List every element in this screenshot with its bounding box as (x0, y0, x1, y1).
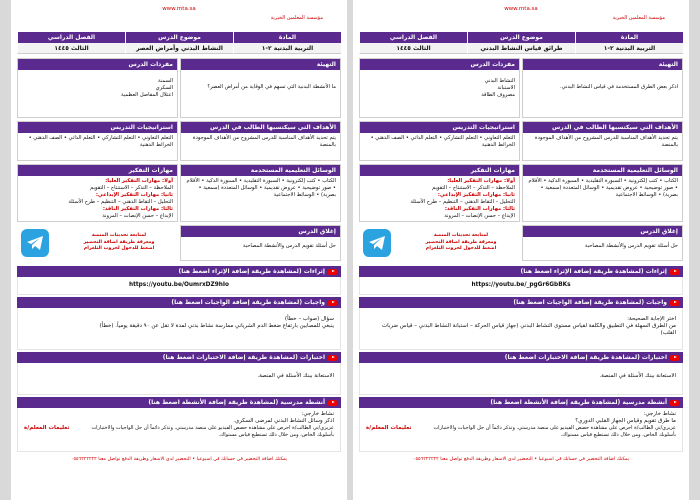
vocab-item: السكري (155, 85, 173, 91)
header-labels: المادة موضوع الدرس الفصل الدراسي (359, 32, 683, 43)
media-box: الوسائل التعليمية المستخدمة الكتاب • كتب إلكترونية • السبورة التقليدية • السبورة الذكية • الأقلام • صور توضيحية • عروض تقديمية • الوسائل المتعددة (سمعية • بصرية) • الوسائط الاجتماعية (180, 164, 341, 222)
enrichment-link[interactable]: https://youtu.be/OumrxDZ9hIo (17, 277, 341, 295)
goals-box: الأهداف التي سيكتسبها الطالب في الدرس يتم تحديد الأهداف المناسبة للدرس المشروح من الأهداف الموجودة بالمنصة (522, 121, 683, 161)
topic-value: النشاط البدني وأمراض العصر (125, 43, 233, 54)
bottom-note: يمكنك اضافة التحضير في حسابك في اسبوعيا • التحضير لدى الاسعار وطريقة الدفع تواصل معنا ٠٥٥٦٢٢٢٢٢٢ (412, 457, 630, 462)
telegram-icon[interactable] (21, 229, 49, 257)
header-values (17, 43, 341, 54)
topic-value: طرائق قياس النشاط البدني (467, 43, 575, 54)
school-activities-section: أنشطة مدرسية (لمشاهدة طريقة إضافة الأنشطة اضغط هنا) نشاط خارجي: ما طرق تقويم وقياس الجهاز القلبي الدوري؟ عزيزي/تي الطالب/ة احرص على مشاهدة حصص الفيديو على منصة مدرستي. وتذكر دائماً أن حل الواجبات والاختبارات بأسلوبك الخاص، ومن خلال ذلك تستطيع قياس مستواك. تعليمات المعلم/ة (359, 397, 683, 452)
intro-box: التهيئة اذكر بعض الطرق المستخدمة في قياس النشاط البدني. (522, 58, 683, 118)
youtube-icon[interactable] (328, 355, 337, 361)
institution-name: مؤسسة المعلمين الخيرية (612, 15, 665, 21)
school-activities-section: أنشطة مدرسية (لمشاهدة طريقة إضافة الأنشطة اضغط هنا) نشاط خارجي: اذكر وسائل النشاط البدني لمرضى السكري. عزيزي/تي الطالب/ة احرص على مشاهدة حصص الفيديو على منصة مدرستي. وتذكر دائماً أن حل الواجبات والاختبارات بأسلوبك الخاص، ومن خلال ذلك تستطيع قياس مستواك. تعليمات المعلم/ة (17, 397, 341, 452)
thinking-box: مهارات التفكير أولا: مهارات التفكير العليا: الملاحظة – التذكر – الاستنتاج – التقويم ثانيا: مهارات التفكير الإبداعي: التحليل – التقاط الذهني – التنظيم – طرح الأسئلة ثالثا: مهارات التفكير الناقد: الإبداع – حسن الإنصات – المرونة (359, 164, 520, 222)
right-lesson-page (353, 0, 689, 500)
youtube-icon[interactable] (328, 400, 337, 406)
youtube-icon[interactable] (328, 269, 337, 275)
goals-box: الأهداف التي سيكتسبها الطالب في الدرس يتم تحديد الأهداف المناسبة للدرس المشروح من الأهداف الموجودة بالمنصة (180, 121, 341, 161)
telegram-banner[interactable]: لمتابعة تحديثات المنصة ومعرفة طريقة اضافة التحضير اضغط للدخول لجروب التلغرام (17, 225, 178, 261)
vocab-item: اعتلال المفاصل العظمية (121, 92, 173, 98)
vocab-box: مفردات الدرس السمنة السكري اعتلال المفاصل العظمية (17, 58, 178, 118)
header-labels: المادة موضوع الدرس الفصل الدراسي (17, 32, 341, 43)
site-url[interactable]: www.mta.sa (504, 6, 538, 12)
telegram-banner[interactable]: لمتابعة تحديثات المنصة ومعرفة طريقة اضافة التحضير اضغط للدخول لجروب التلغرام (359, 225, 520, 261)
media-box: الوسائل التعليمية المستخدمة الكتاب • كتب إلكترونية • السبورة التقليدية • السبورة الذكية • الأقلام • صور توضيحية • عروض تقديمية • الوسائل المتعددة (سمعية • بصرية) • الوسائط الاجتماعية (522, 164, 683, 222)
youtube-icon[interactable] (670, 300, 679, 306)
homework-section: واجبات (لمشاهدة طريقة إضافة الواجبات اضغط هنا) سؤال (صواب – خطأ) ينبغي للمصابين بارتفاع ضغط الدم الشرياني ممارسة نشاط بدني لمدة لا تقل عن ٩٠ دقيقة يومياً. (خطأ) (17, 297, 341, 350)
enrichment-section: إثراءات (لمشاهدة طريقة إضافة الإثراء اضغط هنا) https://youtu.be/_pgGr6GbBKs (359, 266, 683, 295)
teacher-notes-label: تعليمات المعلم/ة (24, 425, 70, 431)
tests-section: اختبارات (لمشاهدة طريقة إضافة الاختبارات اضغط هنا) الاستعانة ببنك الأسئلة في المنصة. (359, 352, 683, 395)
vocab-box: مفردات الدرس النشاط البدني الاستبانة مصروف الطاقة (359, 58, 520, 118)
semester-value: الثالث ١٤٤٥ (17, 43, 125, 54)
header-values (359, 43, 683, 54)
vocab-item: النشاط البدني (484, 78, 515, 84)
teacher-notes-label: تعليمات المعلم/ة (366, 425, 412, 431)
youtube-icon[interactable] (670, 355, 679, 361)
closing-box: إغلاق الدرس حل أسئلة تقويم الدرس والأنشطة المصاحبة (180, 225, 341, 261)
semester-value: الثالث ١٤٤٥ (359, 43, 467, 54)
left-lesson-page (11, 0, 347, 500)
intro-box: التهيئة ما الأنشطة البدنية التي تسهم في الوقاية من أمراض العصر؟ (180, 58, 341, 118)
vocab-item: مصروف الطاقة (481, 92, 515, 98)
vocab-item: الاستبانة (497, 85, 515, 91)
tests-section: اختبارات (لمشاهدة طريقة إضافة الاختبارات اضغط هنا) الاستعانة ببنك الأسئلة في المنصة. (17, 352, 341, 395)
enrichment-section: إثراءات (لمشاهدة طريقة إضافة الإثراء اضغط هنا) https://youtu.be/OumrxDZ9hIo (17, 266, 341, 295)
youtube-icon[interactable] (328, 300, 337, 306)
vocab-item: السمنة (158, 78, 173, 84)
subject-value: التربية البدنية ٢-١ (233, 43, 341, 54)
strategies-box: استراتيجيات التدريس التعلم التعاوني • التعلم التشاركي • التعلم الذاتي • الصف الذهني • الخرائط الذهنية (359, 121, 520, 161)
closing-box: إغلاق الدرس حل أسئلة تقويم الدرس والأنشطة المصاحبة (522, 225, 683, 261)
homework-section: واجبات (لمشاهدة طريقة إضافة الواجبات اضغط هنا) اختر الإجابة الصحيحة: من الطرق السهلة في التطبيق والكلفة لقياس مستوى النشاط البدني (جهاز قياس الحركة – استبانة النشاط البدني – قياس ضربات القلب) (359, 297, 683, 350)
strategies-box: استراتيجيات التدريس التعلم التعاوني • التعلم التشاركي • التعلم الذاتي • الصف الذهني • الخرائط الذهنية (17, 121, 178, 161)
telegram-icon[interactable] (363, 229, 391, 257)
bottom-note: يمكنك اضافة التحضير في حسابك في اسبوعيا • التحضير لدى الاسعار وطريقة الدفع تواصل معنا ٠٥٥٦٢٢٢٢٢٢ (70, 457, 288, 462)
enrichment-link[interactable]: https://youtu.be/_pgGr6GbBKs (359, 277, 683, 295)
subject-value: التربية البدنية ٢-١ (575, 43, 683, 54)
youtube-icon[interactable] (670, 269, 679, 275)
thinking-box: مهارات التفكير أولا: مهارات التفكير العليا: الملاحظة – التذكر – الاستنتاج – التقويم ثانيا: مهارات التفكير الإبداعي: التحليل – التقاط الذهني – التنظيم – طرح الأسئلة ثالثا: مهارات التفكير الناقد: الإبداع – حسن الإنصات – المرونة (17, 164, 178, 222)
youtube-icon[interactable] (670, 400, 679, 406)
site-url[interactable]: www.mta.sa (162, 6, 196, 12)
institution-name: مؤسسة المعلمين الخيرية (270, 15, 323, 21)
